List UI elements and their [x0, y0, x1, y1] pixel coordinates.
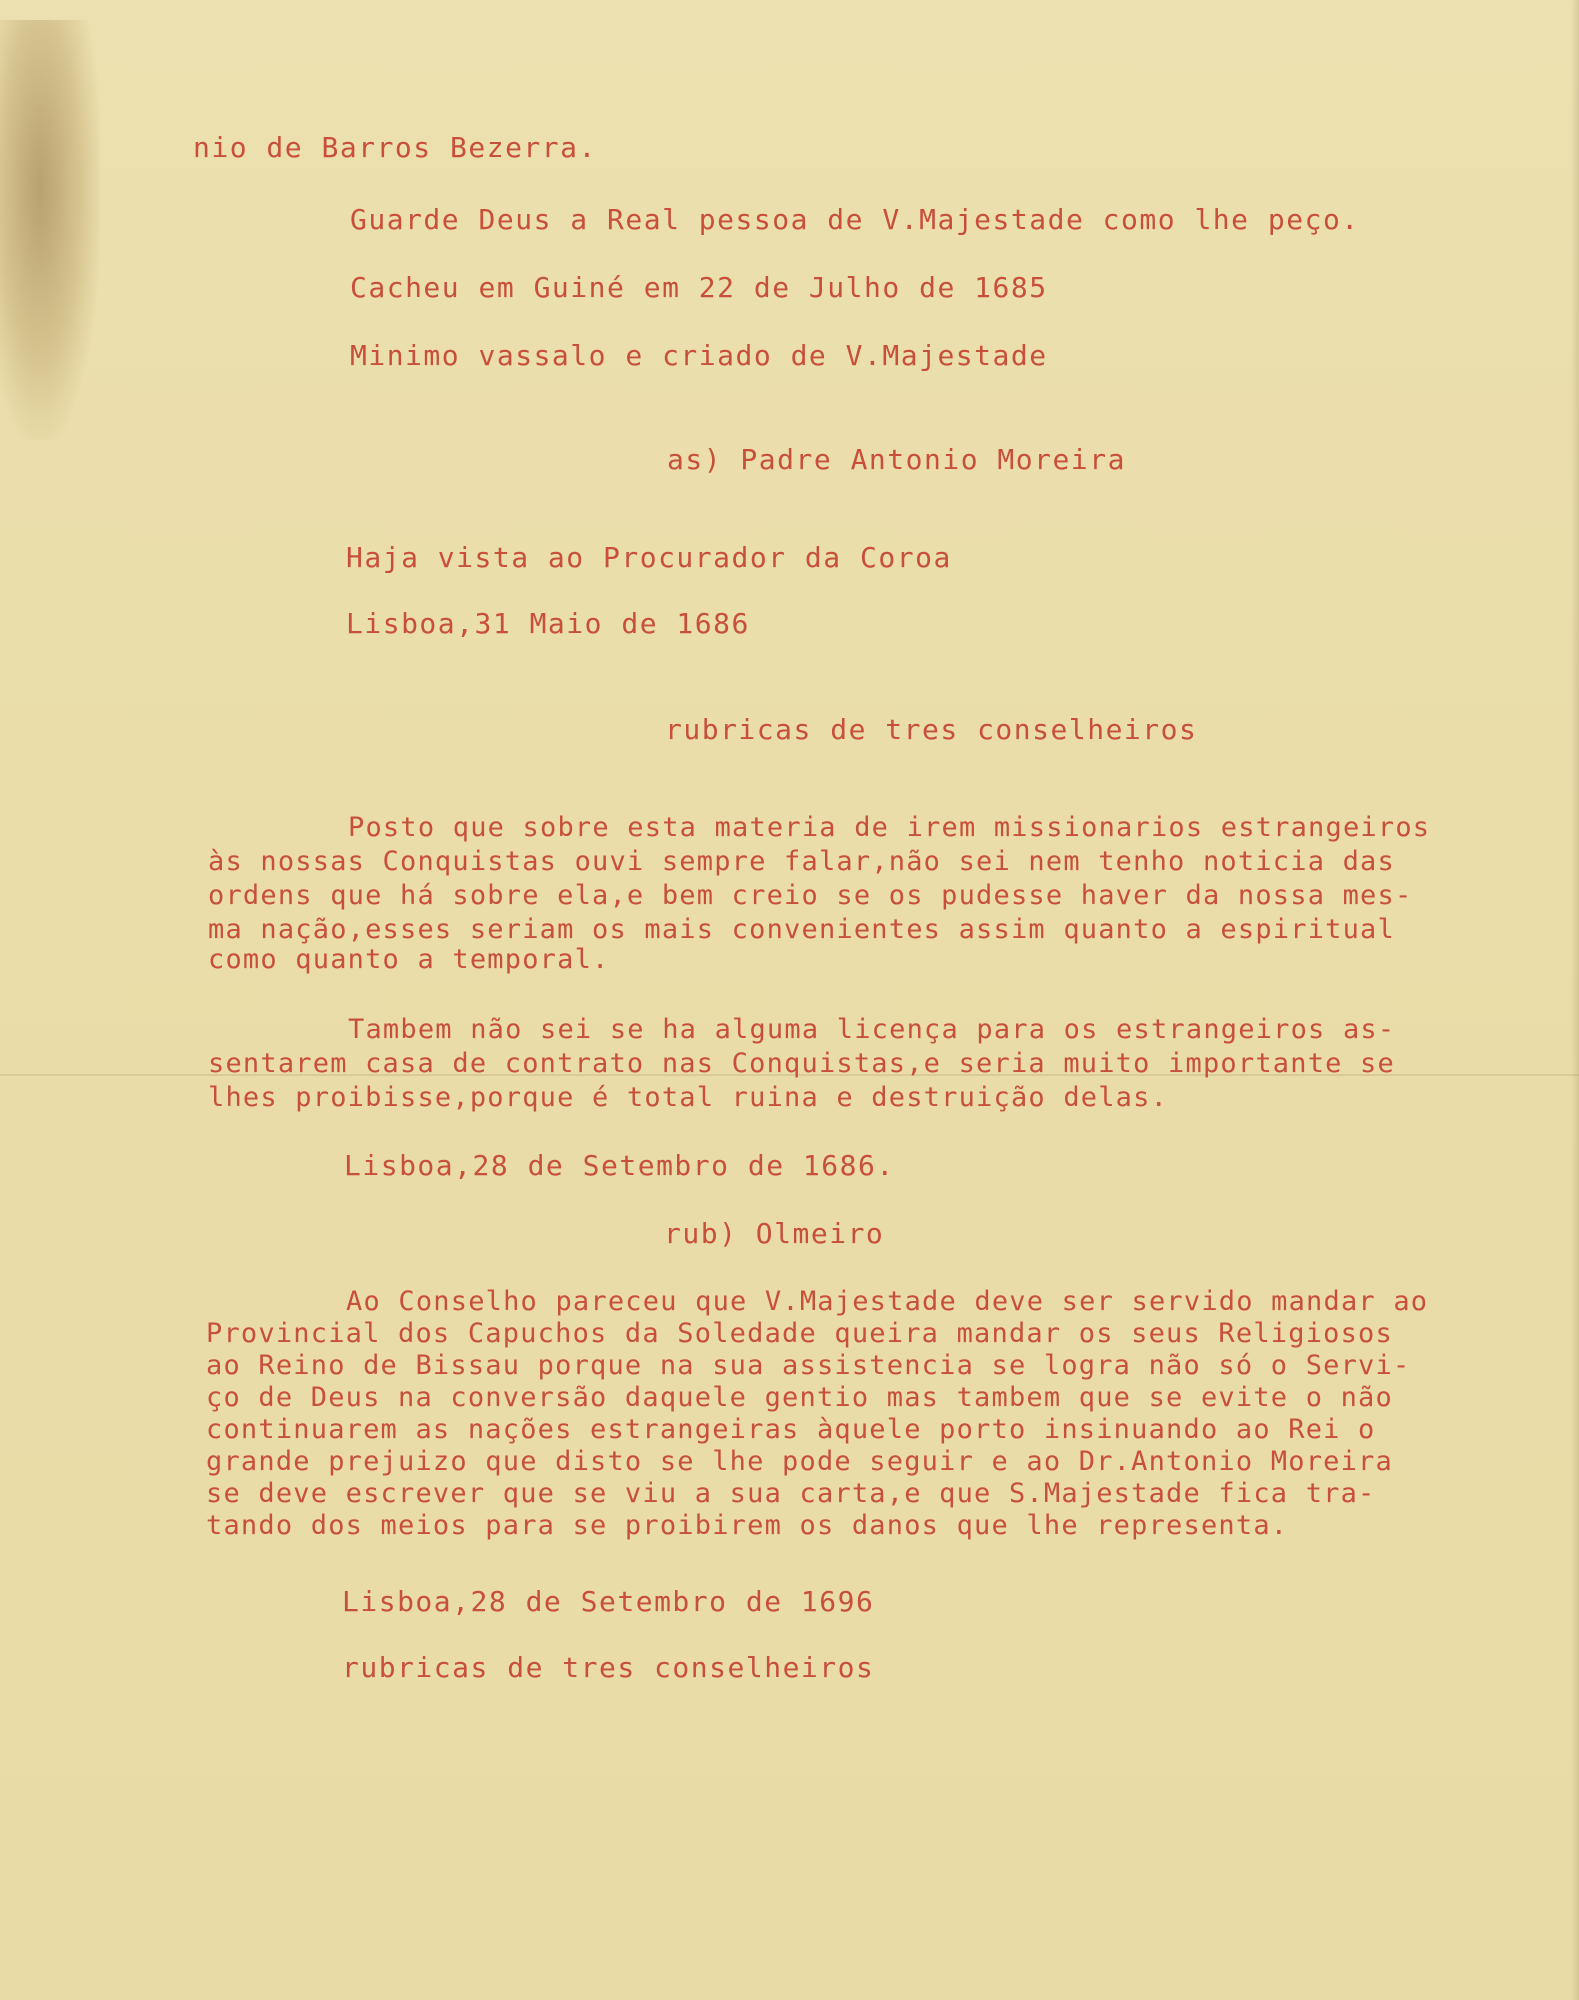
council-date: Lisboa,28 de Setembro de 1696 [342, 1585, 875, 1618]
council-line: continuarem as nações estrangeiras àquele porto insinuando ao Rei o [206, 1414, 1376, 1445]
opinion-p2-line: lhes proibisse,porque é total ruina e destruição delas. [208, 1082, 1169, 1113]
order-signatures: rubricas de tres conselheiros [665, 713, 1198, 746]
closing-place-date: Cacheu em Guiné em 22 de Julho de 1685 [350, 271, 1048, 304]
closing-blessing: Guarde Deus a Real pessoa de V.Majestade como lhe peço. [350, 203, 1360, 236]
closing-signature: as) Padre Antonio Moreira [667, 443, 1126, 476]
council-line: se deve escrever que se viu a sua carta,e que S.Majestade fica tra- [206, 1478, 1376, 1509]
opinion-p1-line: às nossas Conquistas ouvi sempre falar,não sei nem tenho noticia das [208, 846, 1395, 877]
opinion-p2-line: Tambem não sei se ha alguma licença para os estrangeiros as- [348, 1014, 1396, 1045]
header-fragment: nio de Barros Bezerra. [193, 131, 597, 164]
council-line: Provincial dos Capuchos da Soledade queira mandar os seus Religiosos [206, 1318, 1393, 1349]
order-date: Lisboa,31 Maio de 1686 [346, 607, 750, 640]
council-signatures: rubricas de tres conselheiros [342, 1651, 875, 1684]
council-line: Ao Conselho pareceu que V.Majestade deve ser servido mandar ao [346, 1286, 1429, 1317]
opinion-signature: rub) Olmeiro [664, 1217, 885, 1250]
paper-edge [1571, 0, 1579, 2000]
paper-stain [0, 20, 100, 440]
council-line: ao Reino de Bissau porque na sua assistencia se logra não só o Servi- [206, 1350, 1411, 1381]
opinion-date: Lisboa,28 de Setembro de 1686. [344, 1149, 895, 1182]
opinion-p1-line: como quanto a temporal. [208, 944, 610, 975]
order-text: Haja vista ao Procurador da Coroa [346, 541, 952, 574]
opinion-p2-line: sentarem casa de contrato nas Conquistas,e seria muito importante se [208, 1048, 1395, 1079]
council-line: grande prejuizo que disto se lhe pode seguir e ao Dr.Antonio Moreira [206, 1446, 1393, 1477]
council-line: ço de Deus na conversão daquele gentio mas tambem que se evite o não [206, 1382, 1393, 1413]
council-line: tando dos meios para se proibirem os danos que lhe representa. [206, 1510, 1289, 1541]
opinion-p1-line: ordens que há sobre ela,e bem creio se os pudesse haver da nossa mes- [208, 880, 1413, 911]
opinion-p1-line: Posto que sobre esta materia de irem missionarios estrangeiros [348, 812, 1431, 843]
opinion-p1-line: ma nação,esses seriam os mais convenientes assim quanto a espiritual [208, 914, 1395, 945]
closing-servant: Minimo vassalo e criado de V.Majestade [350, 339, 1048, 372]
